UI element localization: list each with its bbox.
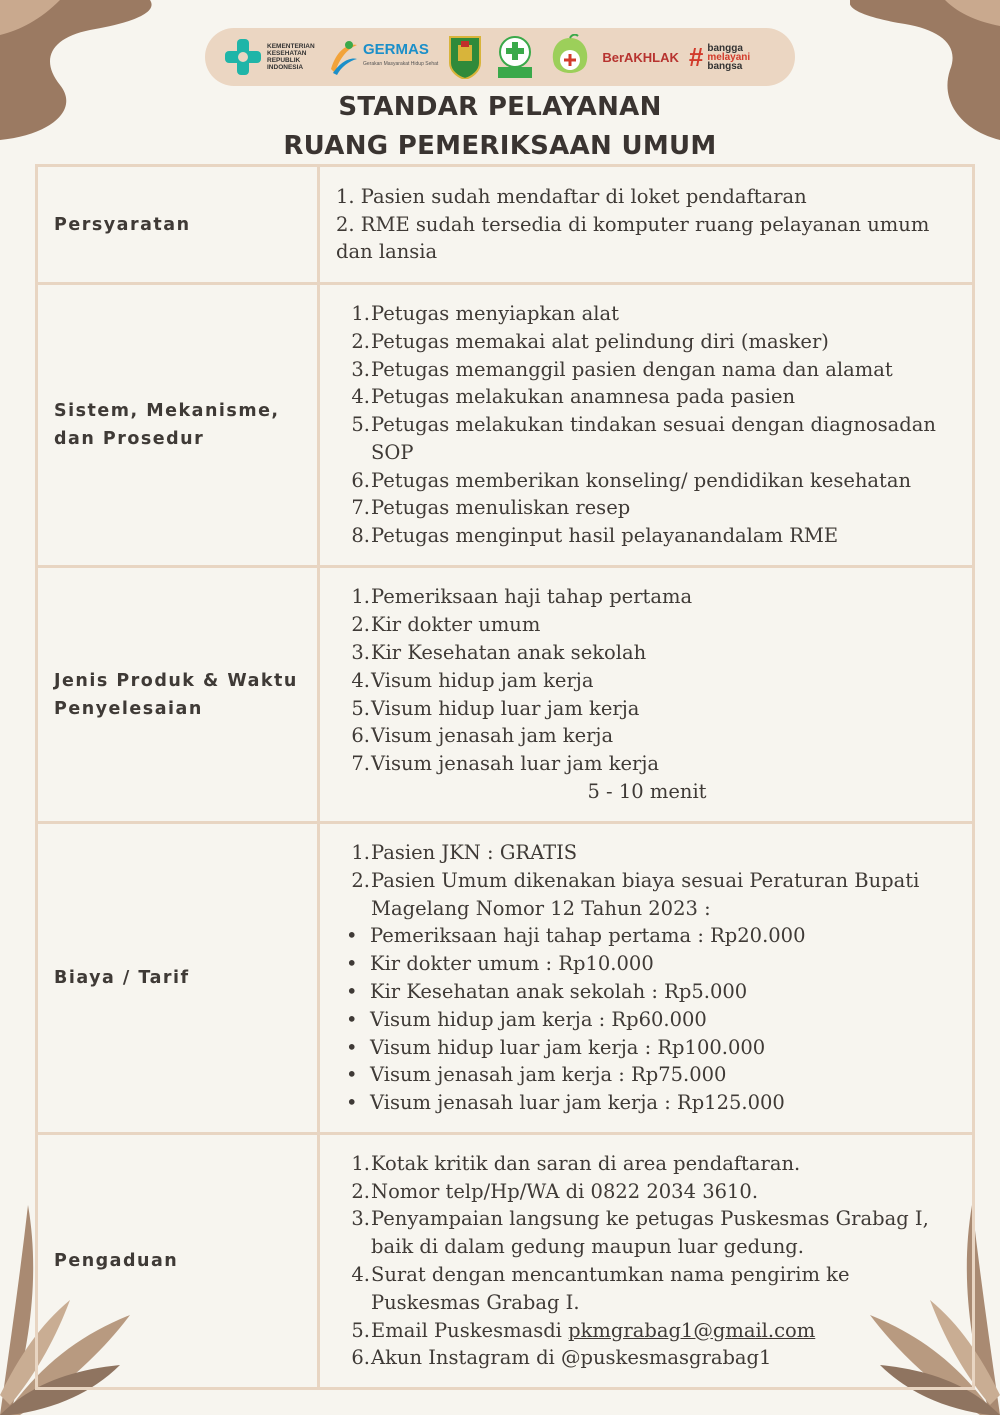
germas-text: GERMAS — [363, 41, 429, 58]
row-label: Sistem, Mekanisme, dan Prosedur — [37, 284, 319, 567]
list-item: 1. Kotak kritik dan saran di area pendaftaran. — [351, 1151, 801, 1175]
table-row-persyaratan — [37, 166, 974, 284]
list-item: 3. Petugas memanggil pasien dengan nama dan alamat — [351, 357, 893, 381]
puskesmas-logo — [548, 34, 592, 80]
kemenkes-text-3: REPUBLIK — [267, 57, 301, 64]
row-content — [319, 567, 974, 823]
list-item: 6. Akun Instagram di @puskesmasgrabag1 — [351, 1346, 772, 1370]
kemenkes-icon — [223, 37, 263, 77]
germas-icon — [329, 39, 359, 75]
list-item: • Kir Kesehatan anak sekolah : Rp5.000 — [346, 980, 748, 1003]
list-item: 7. Visum jenasah luar jam kerja — [351, 752, 660, 776]
list-item: • Kir dokter umum : Rp10.000 — [346, 952, 654, 976]
bangga-melayani-logo — [689, 42, 750, 73]
list-item: 2. Pasien Umum dikenakan biaya sesuai Peraturan Bupati Magelang Nomor 12 Tahun 2023 : — [351, 868, 920, 920]
row-label: Persyaratan — [37, 166, 319, 284]
page-title-line1: STANDAR PELAYANAN — [338, 92, 662, 122]
top-right-decoration — [850, 0, 1000, 145]
list-item: 7. Petugas menuliskan resep — [351, 496, 631, 520]
melayani-text: melayani — [707, 51, 751, 63]
berakhlak-logo — [602, 50, 679, 65]
list-item: • Visum jenasah luar jam kerja : Rp125.000 — [346, 1091, 785, 1115]
kemenkes-text-1: KEMENTERIAN — [267, 43, 315, 50]
mos-icon — [492, 34, 538, 80]
kemenkes-text-2: KESEHATAN — [267, 50, 307, 57]
pengaduan-list — [336, 1150, 958, 1372]
jenis-produk-list — [336, 583, 958, 778]
sistem-list — [336, 300, 958, 550]
kemenkes-logo — [223, 37, 319, 77]
list-item: 1. Petugas menyiapkan alat — [351, 301, 619, 325]
list-item: 2. Petugas memakai alat pelindung diri (masker) — [351, 329, 829, 353]
list-item: 3. Kir Kesehatan anak sekolah — [351, 640, 647, 664]
table-row-jenis-produk — [37, 567, 974, 823]
row-content — [319, 823, 974, 1134]
hashtag-icon: # — [688, 41, 704, 72]
list-item: • Visum hidup jam kerja : Rp60.000 — [346, 1007, 707, 1031]
list-item: 1. Pasien JKN : GRATIS — [351, 841, 578, 865]
service-standard-table — [35, 164, 975, 1390]
list-item: 5. Email Puskesmasdi pkmgrabag1@gmail.com — [351, 1318, 816, 1342]
list-item: 1. Pasien sudah mendaftar di loket pendaftaran — [336, 184, 807, 208]
list-item: 4. Surat dengan mencantumkan nama pengirim ke Puskesmas Grabag I. — [351, 1263, 850, 1314]
list-item: 6. Visum jenasah jam kerja — [351, 724, 614, 748]
row-label: Jenis Produk & Waktu Penyelesaian — [37, 567, 319, 823]
waktu-penyelesaian: 5 - 10 menit — [587, 779, 707, 803]
biaya-list — [336, 839, 958, 922]
list-item: 3. Penyampaian langsung ke petugas Puskesmas Grabag I, baik di dalam gedung maupun luar gedung. — [351, 1207, 929, 1259]
row-label: Biaya / Tarif — [37, 823, 319, 1134]
list-item: 4. Petugas melakukan anamnesa pada pasien — [351, 385, 796, 409]
list-item: 1. Pemeriksaan haji tahap pertama — [351, 585, 693, 609]
kemenkes-text-4: INDONESIA — [267, 64, 304, 71]
mos-logo — [492, 34, 538, 80]
crest-icon — [448, 35, 482, 79]
page-title-line2: RUANG PEMERIKSAAN UMUM — [283, 131, 717, 161]
bangsa-text: bangsa — [707, 60, 743, 72]
table-row-pengaduan — [37, 1134, 974, 1389]
top-left-decoration — [0, 0, 170, 145]
row-content — [319, 166, 974, 284]
list-item: 5. Petugas melakukan tindakan sesuai dengan diagnosadan SOP — [351, 413, 936, 464]
list-item: 4. Visum hidup jam kerja — [351, 668, 594, 692]
list-item: 2. RME sudah tersedia di komputer ruang pelayanan umum dan lansia — [336, 212, 930, 264]
row-content — [319, 1134, 974, 1389]
list-item: 5. Visum hidup luar jam kerja — [351, 696, 640, 720]
logo-bar — [205, 28, 795, 86]
table-row-sistem — [37, 284, 974, 567]
germas-subtext: Gerakan Masyarakat Hidup Sehat — [363, 61, 439, 67]
germas-logo — [329, 39, 438, 75]
list-item: • Visum hidup luar jam kerja : Rp100.000 — [346, 1035, 766, 1059]
puskesmas-icon — [548, 34, 592, 80]
row-label: Pengaduan — [37, 1134, 319, 1389]
table-row-biaya — [37, 823, 974, 1134]
berakhlak-text: BerAKHLAK — [602, 49, 679, 65]
tarif-list — [336, 922, 958, 1117]
list-item: 8. Petugas menginput hasil pelayanandalam RME — [351, 524, 839, 548]
bangga-text: bangga — [707, 42, 743, 54]
list-item: • Pemeriksaan haji tahap pertama : Rp20.000 — [346, 924, 806, 948]
list-item: • Visum jenasah jam kerja : Rp75.000 — [346, 1063, 727, 1087]
magelang-crest-logo — [448, 35, 482, 79]
list-item: 2. Kir dokter umum — [351, 613, 541, 637]
list-item: 6. Petugas memberikan konseling/ pendidikan kesehatan — [351, 468, 912, 492]
email-link[interactable]: pkmgrabag1@gmail.com — [568, 1318, 816, 1342]
row-content — [319, 284, 974, 567]
list-item: 2. Nomor telp/Hp/WA di 0822 2034 3610. — [351, 1179, 759, 1203]
